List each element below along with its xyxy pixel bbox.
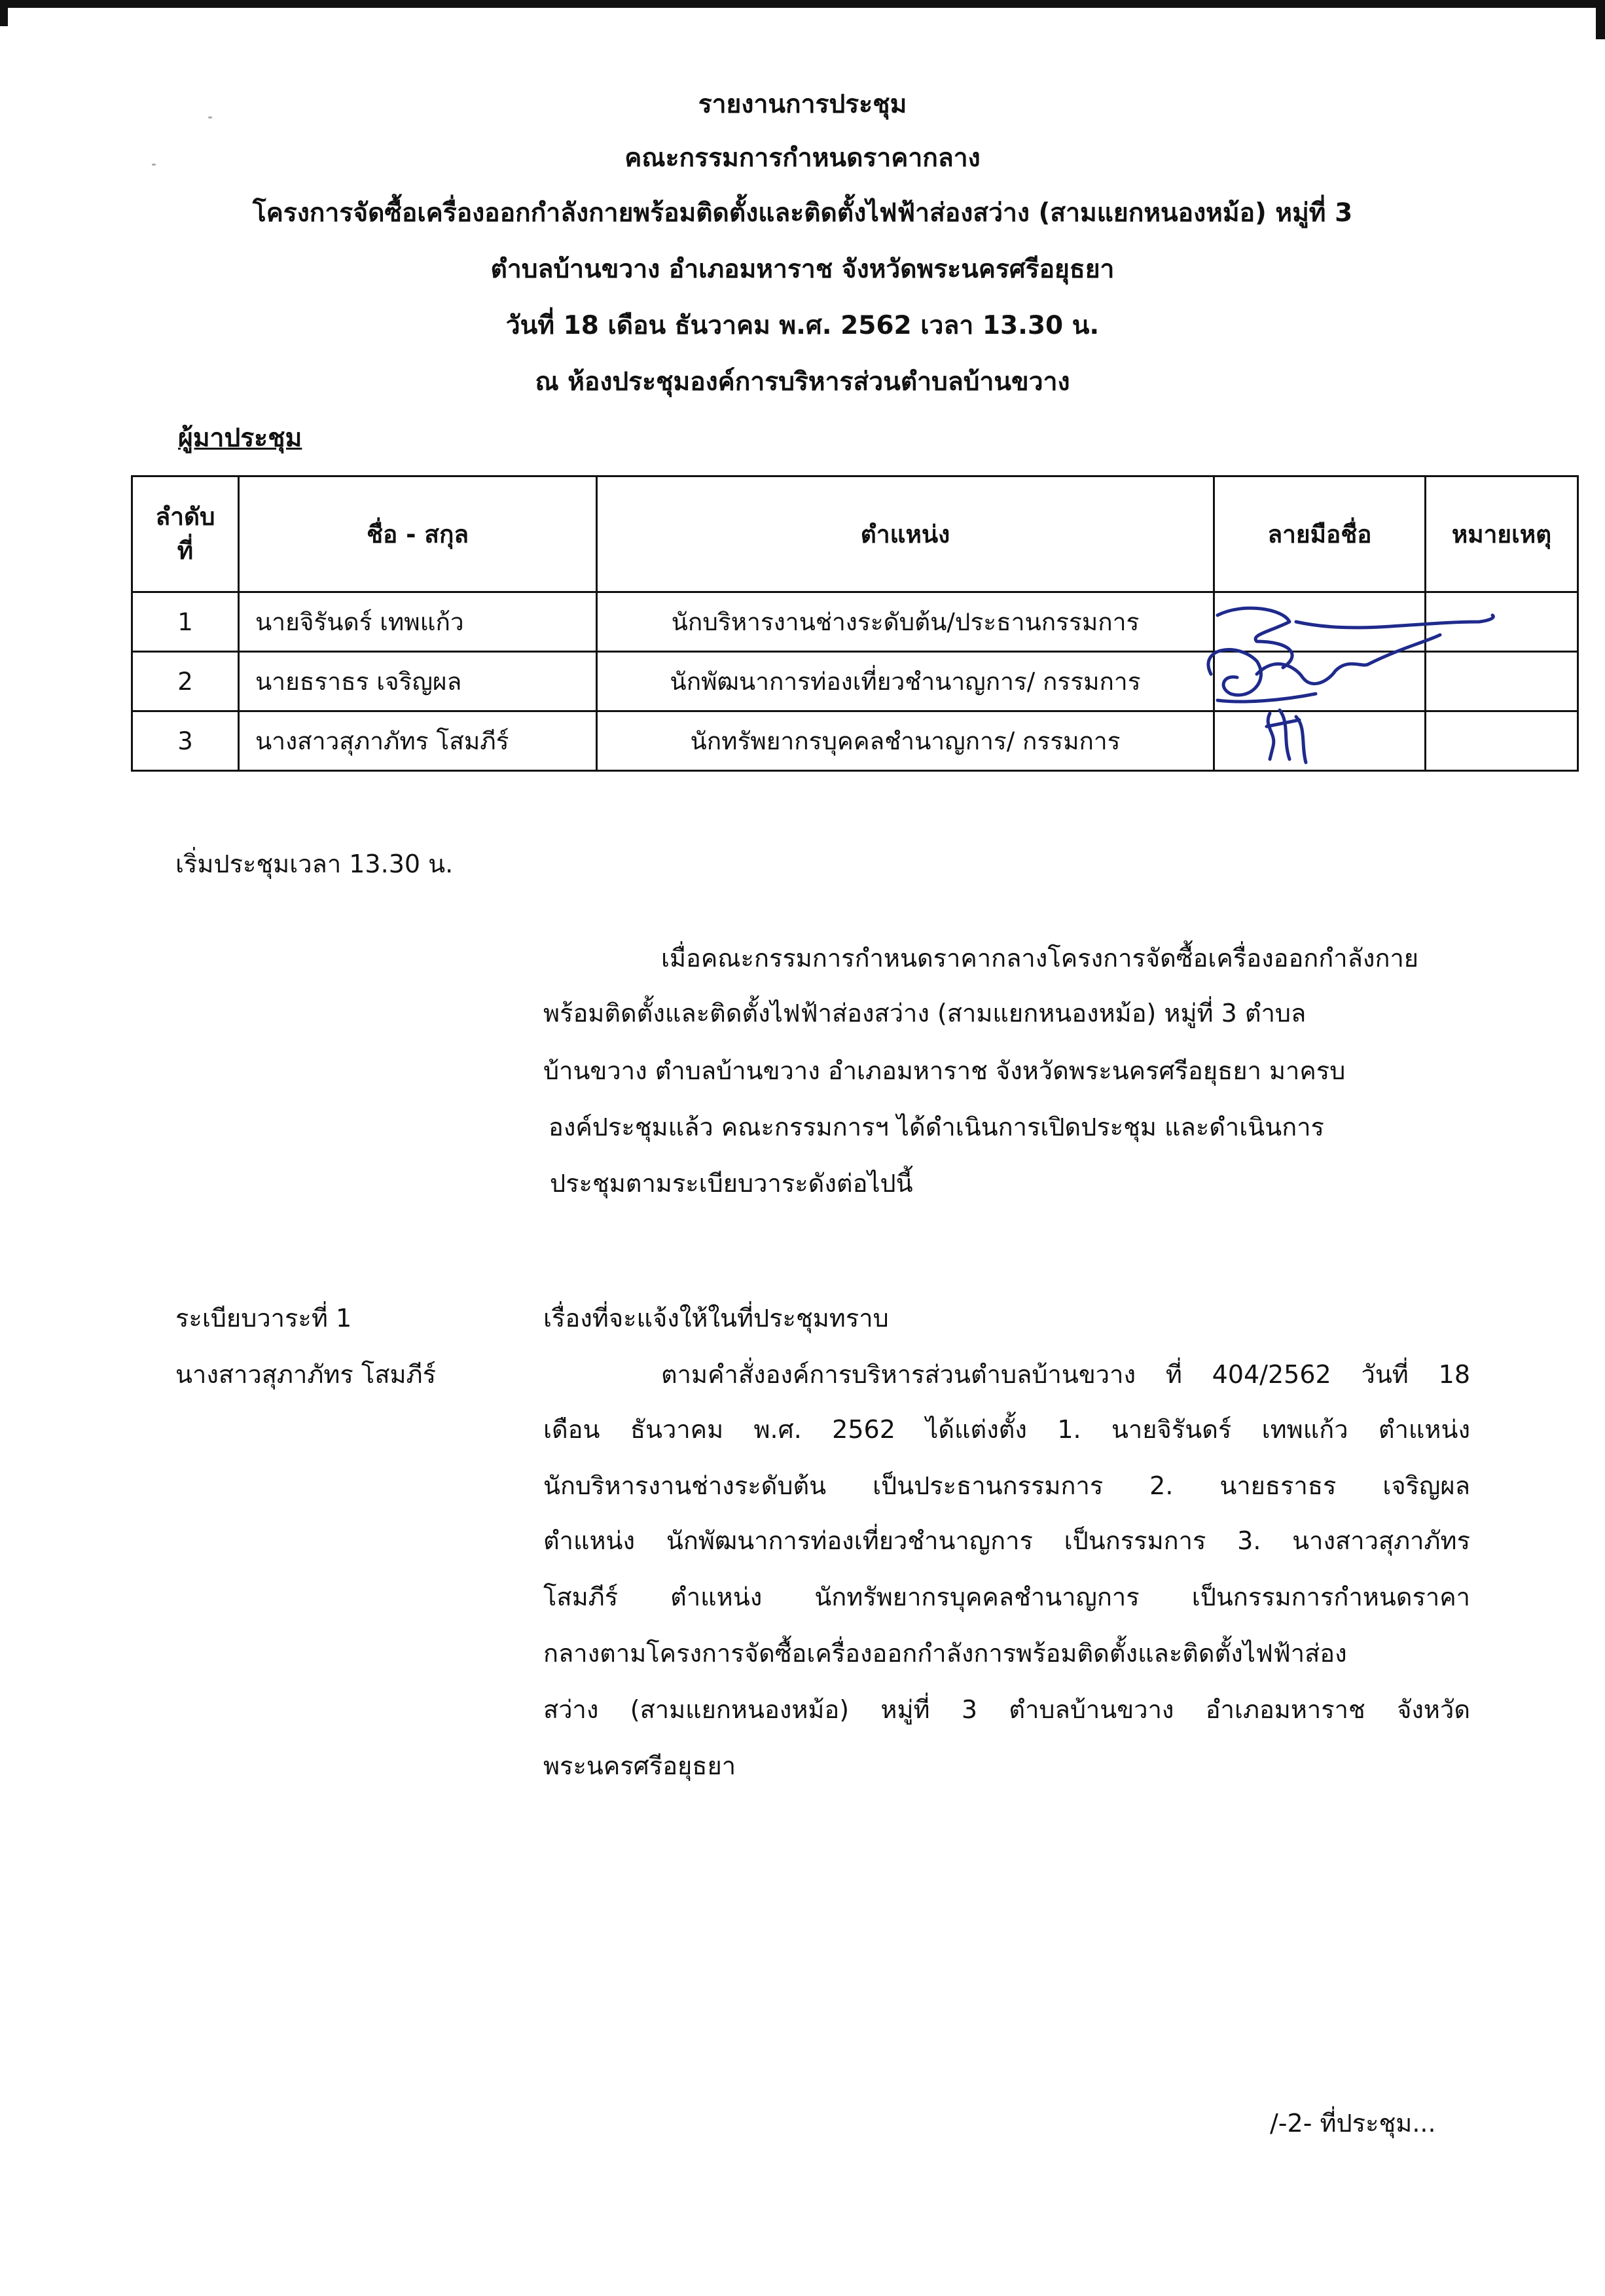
signature-stroke-2 [1208,650,1261,695]
agenda-item-title: เรื่องที่จะแจ้งให้ในที่ประชุมทราบ [543,1304,889,1333]
scan-edge-top [0,0,1605,8]
attendees-heading: ผู้มาประชุม [178,423,302,453]
agenda-body-line: โสมภีร์ ตำแหน่ง นักทรัพยากรบุคคลชำนาญการ เป็นกรรมการกำหนดราคา [543,1583,1470,1611]
handwritten-signatures [1191,596,1532,772]
agenda-body-line: กลางตามโครงการจัดซื้อเครื่องออกกำลังการพร้อมติดตั้งและติดตั้งไฟฟ้าส่อง [543,1639,1347,1668]
column-header-signature: ลายมือชื่อ [1214,476,1426,592]
row-no: 1 [132,592,239,652]
agenda-body-line: สว่าง (สามแยกหนองหม้อ) หมู่ที่ 3 ตำบลบ้านขวาง อำเภอมหาราช จังหวัด [543,1695,1470,1724]
agenda-presenter: นางสาวสุภาภัทร โสมภีร์ [175,1360,437,1389]
column-header-note: หมายเหตุ [1426,476,1578,592]
row-position: นักบริหารงานช่างระดับต้น/ประธานกรรมการ [597,592,1214,652]
column-header-no-line1: ลำดับ [155,503,215,531]
table-header-row [132,476,1578,592]
agenda-body-line: ตามคำสั่งองค์การบริหารส่วนตำบลบ้านขวาง ที่ 404/2562 วันที่ 18 [661,1360,1470,1389]
opening-paragraph-line: บ้านขวาง ตำบลบ้านขวาง อำเภอมหาราช จังหวัดพระนครศรีอยุธยา มาครบ [543,1056,1346,1085]
agenda-body-line: นักบริหารงานช่างระดับต้น เป็นประธานกรรมการ 2. นายธราธร เจริญผล [543,1471,1470,1500]
row-position: นักพัฒนาการท่องเที่ยวชำนาญการ/ กรรมการ [597,652,1214,711]
signature-stroke-2b [1257,635,1440,684]
project-location: ตำบลบ้านขวาง อำเภอมหาราช จังหวัดพระนครศรีอยุธยา [490,255,1115,284]
column-header-name: ชื่อ - สกุล [239,476,597,592]
agenda-body-line: ตำแหน่ง นักพัฒนาการท่องเที่ยวชำนาญการ เป็นกรรมการ 3. นางสาวสุภาภัทร [543,1526,1470,1555]
row-name: นายจิรันดร์ เทพแก้ว [239,592,597,652]
opening-paragraph-line: องค์ประชุมแล้ว คณะกรรมการฯ ได้ดำเนินการเปิดประชุม และดำเนินการ [549,1113,1324,1141]
report-title: รายงานการประชุม [698,90,907,119]
row-name: นางสาวสุภาภัทร โสมภีร์ [239,711,597,771]
row-name: นายธราธร เจริญผล [239,652,597,711]
scan-edge-left [0,0,8,26]
signature-stroke-3 [1267,710,1306,762]
agenda-body-line: เดือน ธันวาคม พ.ศ. 2562 ได้แต่งตั้ง 1. นายจิรันดร์ เทพแก้ว ตำแหน่ง [543,1415,1470,1444]
project-name: โครงการจัดซื้อเครื่องออกกำลังกายพร้อมติดตั้งและติดตั้งไฟฟ้าส่องสว่าง (สามแยกหนองหม้อ) หมู่ที่ 3 [252,198,1353,228]
row-position: นักทรัพยากรบุคคลชำนาญการ/ กรรมการ [597,711,1214,771]
row-no: 2 [132,652,239,711]
meeting-venue: ณ ห้องประชุมองค์การบริหารส่วนตำบลบ้านขวาง [535,367,1070,397]
committee-name: คณะกรรมการกำหนดราคากลาง [624,143,981,173]
opening-paragraph-line: เมื่อคณะกรรมการกำหนดราคากลางโครงการจัดซื้อเครื่องออกกำลังกาย [661,944,1419,973]
column-header-no-line2: ที่ [177,537,194,565]
column-header-position: ตำแหน่ง [597,476,1214,592]
scan-edge-right [1596,0,1605,39]
agenda-item-label: ระเบียบวาระที่ 1 [175,1304,352,1333]
meeting-start-time: เริ่มประชุมเวลา 13.30 น. [175,850,454,878]
meeting-date: วันที่ 18 เดือน ธันวาคม พ.ศ. 2562 เวลา 13.30 น. [505,311,1100,340]
signature-stroke-1b [1296,615,1493,628]
opening-paragraph-line: ประชุมตามระเบียบวาระดังต่อไปนี้ [550,1169,913,1198]
agenda-body-line: พระนครศรีอยุธยา [543,1751,736,1780]
row-no: 3 [132,711,239,771]
next-page-marker: /-2- ที่ประชุม... [1270,2109,1436,2138]
column-header-no [132,476,239,592]
opening-paragraph-line: พร้อมติดตั้งและติดตั้งไฟฟ้าส่องสว่าง (สามแยกหนองหม้อ) หมู่ที่ 3 ตำบล [543,999,1307,1028]
